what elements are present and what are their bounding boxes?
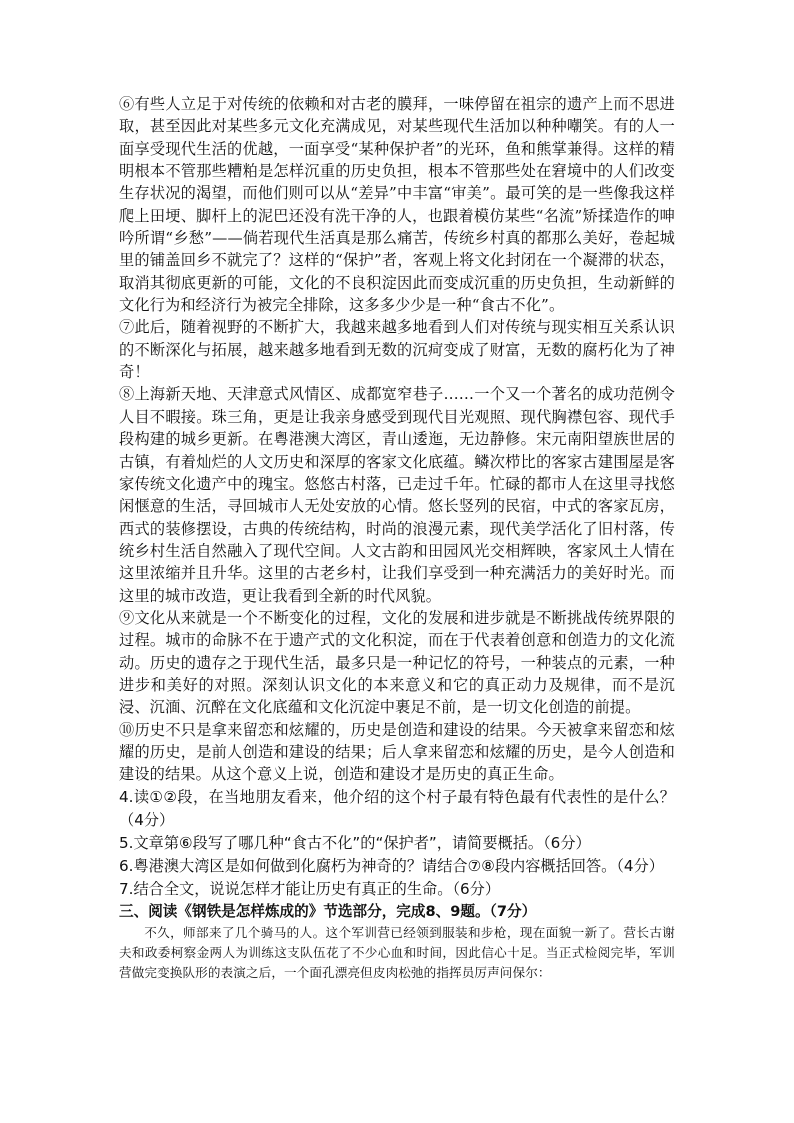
paragraph-8: ⑧上海新天地、天津意式风情区、成都宽窄巷子……一个又一个著名的成功范例令人目不暇接。珠三角，更是让我亲身感受到现代目光观照、现代胸襟包容、现代手段构建的城乡更新。在粤港澳大湾区，青山逶迤，无边静修。宋元南阳望族世居的古镇，有着灿烂的人文历史和深厚的客家文化底蕴。鳞次栉比的客家古建围屋是客家传统文化遗产中的瑰宝。悠悠古村落，已走过千年。忙碌的都市人在这里寻找悠闲惬意的生活，寻回城市人无处安放的心情。悠长竖列的民宿，中式的客家瓦房，西式的装修摆设，古典的传统结构，时尚的浪漫元素，现代美学活化了旧村落，传统乡村生活自然融入了现代空间。人文古韵和田园风光交相辉映，客家风土人情在这里浓缩并且升华。这里的古老乡村，让我们享受到一种充满活力的美好时光。而这里的城市改造，更让我看到全新的时代风貌。 (119, 385, 675, 605)
question-5: 5.文章第⑥段写了哪几种“食古不化”的“保护者”，请简要概括。（6分） (119, 833, 591, 852)
paragraph-7: ⑦此后，随着视野的不断扩大，我越来越多地看到人们对传统与现实相互关系认识的不断深化与拓展，越来越多地看到无数的沉疴变成了财富，无数的腐朽化为了神奇！ (119, 318, 675, 382)
paragraph-6: ⑥有些人立足于对传统的依赖和对古老的膜拜，一味停留在祖宗的遗产上而不思进取，甚至因此对某些多元文化充满成见，对某些现代生活加以种种嘲笑。有的人一面享受现代生活的优越，一面享受“某种保护者”的光环，鱼和熊掌兼得。这样的精明根本不管那些糟粕是怎样沉重的历史负担，根本不管那些处在窘境中的人们改变生存状况的渴望，而他们则可以从“差异”中丰富“审美”。最可笑的是一些像我这样爬上田埂、脚杆上的泥巴还没有洗干净的人，也跟着模仿某些“名流”矫揉造作的呻吟所谓“乡愁”——倘若现代生活真是那么痛苦，传统乡村真的都那么美好，卷起城里的铺盖回乡不就完了？这样的“保护”者，客观上将文化封闭在一个凝滞的状态，取消其彻底更新的可能，文化的不良积淀因此而变成沉重的历史负担，生动新鲜的文化行为和经济行为被完全排除，这多多少少是一种“食古不化”。 (119, 95, 675, 315)
paragraph-10: ⑩历史不只是拿来留恋和炫耀的，历史是创造和建设的结果。今天被拿来留恋和炫耀的历史，是前人创造和建设的结果；后人拿来留恋和炫耀的历史，是今人创造和建设的结果。从这个意义上说，创造和建设才是历史的真正生命。 (119, 720, 675, 784)
novel-excerpt: 不久，师部来了几个骑马的人。这个军训营已经领到服装和步枪，现在面貌一新了。营长古谢夫和政委柯察金两人为训练这支队伍花了不少心血和时间，因此信心十足。当正式检阅完毕，军训营做完变换队形的表演之后，一个面孔漂亮但皮肉松弛的指挥员厉声问保尔： (119, 924, 675, 981)
paragraph-9: ⑨文化从来就是一个不断变化的过程，文化的发展和进步就是不断挑战传统界限的过程。城市的命脉不在于遗产式的文化积淀，而在于代表着创意和创造力的文化流动。历史的遗存之于现代生活，最多只是一种记忆的符号，一种装点的元素，一种进步和美好的对照。深刻认识文化的本来意义和它的真正动力及规律，而不是沉浸、沉湎、沉醉在文化底蕴和文化沉淀中裹足不前，是一切文化创造的前提。 (119, 608, 675, 717)
question-7: 7.结合全文，说说怎样才能让历史有真正的生命。（6分） (119, 879, 501, 898)
page-content (119, 93, 675, 983)
question-6: 6.粤港澳大湾区是如何做到化腐朽为神奇的？请结合⑦⑧段内容概括回答。（4分） (119, 856, 664, 875)
question-4: 4.读①②段，在当地朋友看来，他介绍的这个村子最有特色最有代表性的是什么？（4分） (119, 787, 675, 829)
section-title: 三、阅读《钢铁是怎样炼成的》节选部分，完成8、9题。（7分） (119, 902, 537, 920)
